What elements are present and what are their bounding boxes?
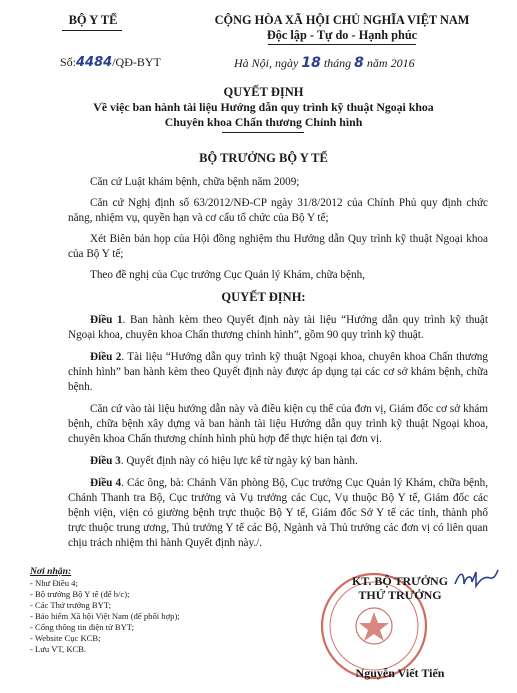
- number-handwritten: 4484: [76, 55, 113, 70]
- recipient-item: - Như Điều 4;: [30, 578, 78, 588]
- handwritten-signature-icon: [452, 566, 500, 592]
- document-date: [234, 55, 415, 71]
- articles: [68, 313, 488, 551]
- date-day: 18: [301, 55, 321, 71]
- article-2: [68, 350, 488, 395]
- date-year: năm 2016: [366, 56, 415, 70]
- article-3-label: Điều 3: [90, 455, 121, 467]
- subject-line-1: Về việc ban hành tài liệu Hướng dẫn quy trình kỹ thuật Ngoại khoa: [93, 100, 434, 114]
- signer-name: Nguyễn Viết Tiến: [355, 666, 445, 680]
- nation-name: CỘNG HÒA XÃ HỘI CHỦ NGHĨA VIỆT NAM: [214, 13, 470, 27]
- recipient-item: - Lưu VT, KCB.: [30, 644, 87, 654]
- decision-title: QUYẾT ĐỊNH: [223, 85, 304, 99]
- article-1-label: Điều 1: [90, 314, 123, 326]
- preamble-item: Theo đề nghị của Cục trưởng Cục Quản lý Khám, chữa bệnh,: [90, 269, 365, 281]
- decision-heading: QUYẾT ĐỊNH:: [221, 290, 306, 304]
- authority: BỘ TRƯỞNG BỘ Y TẾ: [199, 151, 328, 165]
- preamble: [68, 175, 488, 283]
- article-2-label: Điều 2: [90, 351, 122, 363]
- number-prefix: Số:: [60, 55, 77, 69]
- recipients-heading: Nơi nhận:: [30, 566, 72, 577]
- ministry-name: BỘ Y TẾ: [68, 13, 118, 27]
- article-4: [68, 476, 488, 551]
- article-4-text: . Các ông, bà: Chánh Văn phòng Bộ, Cục trưởng Cục Quản lý Khám, chữa bệnh, Chánh Thanh tra Bộ, Cục trưởng và Vụ trưởng các Cục, Vụ thuộc Bộ Y tế, Giám đốc các bệnh viện, viện có giường bệnh trực thuộc Bộ Y tế, Giám đốc Sở Y tế các tỉnh, thành phố trực thuộc trung ương, Thủ trưởng Y tế các Bộ, Ngành và Thủ trưởng các đơn vị có liên quan chịu trách nhiệm thi hành Quyết định này./.: [68, 477, 489, 549]
- motto-underline: [268, 44, 416, 45]
- title-underline: [222, 132, 304, 133]
- recipient-item: - Bảo hiểm Xã hội Việt Nam (để phối hợp);: [30, 611, 180, 621]
- article-2-text: . Tài liệu “Hướng dẫn quy trình kỹ thuật Ngoại khoa, chuyên khoa Chấn thương chỉnh hình” ban hành kèm theo Quyết định này được áp dụng tại các cơ sở khám bệnh, chữa bệnh.: [68, 351, 488, 393]
- document-number: [60, 55, 161, 70]
- recipient-item: - Các Thứ trưởng BYT;: [30, 600, 112, 610]
- recipient-item: - Bộ trưởng Bộ Y tế (để b/c);: [30, 589, 130, 599]
- article-1-text: . Ban hành kèm theo Quyết định này tài liệu “Hướng dẫn quy trình kỹ thuật Ngoại khoa, chuyên khoa Chấn thương chỉnh hình”, gồm 90 quy trình kỹ thuật.: [68, 314, 489, 341]
- article-3: [68, 454, 488, 469]
- preamble-item: Căn cứ Luật khám bệnh, chữa bệnh năm 2009;: [90, 176, 300, 188]
- date-month-text: tháng: [323, 56, 352, 70]
- signature-title-2: THỨ TRƯỞNG: [358, 588, 442, 602]
- signature-title-1: KT. BỘ TRƯỞNG: [351, 574, 449, 588]
- date-place: Hà Nội, ngày: [234, 56, 299, 70]
- recipient-item: - Website Cục KCB;: [30, 633, 101, 643]
- article-4-label: Điều 4: [90, 477, 122, 489]
- date-month: 8: [354, 55, 364, 71]
- preamble-item: Xét Biên bản họp của Hội đồng nghiệm thu Hướng dẫn Quy trình kỹ thuật Ngoại khoa của Bộ Y tế;: [68, 233, 488, 260]
- ministry-underline: [62, 30, 122, 31]
- motto: Độc lập - Tự do - Hạnh phúc: [266, 28, 418, 42]
- article-3-text: . Quyết định này có hiệu lực kể từ ngày ký ban hành.: [120, 455, 358, 467]
- number-suffix: /QĐ-BYT: [112, 55, 161, 69]
- article-1: [68, 313, 488, 343]
- preamble-item: Căn cứ Nghị định số 63/2012/NĐ-CP ngày 31/8/2012 của Chính Phủ quy định chức năng, nhiệm vụ, quyền hạn và cơ cấu tổ chức của Bộ Y tế;: [68, 197, 488, 224]
- article-2-paragraph: Căn cứ vào tài liệu hướng dẫn này và điều kiện cụ thể của đơn vị, Giám đốc cơ sở khám bệnh, chữa bệnh xây dựng và ban hành tài liệu Hướng dẫn quy trình kỹ thuật Ngoại khoa, chuyên khoa Chấn thương chỉnh hình phù hợp để thực hiện tại đơn vị.: [68, 403, 488, 445]
- recipient-item: - Cổng thông tin điện tử BYT;: [30, 622, 134, 632]
- subject-line-2: Chuyên khoa Chấn thương Chỉnh hình: [164, 115, 363, 129]
- recipients: [30, 566, 260, 655]
